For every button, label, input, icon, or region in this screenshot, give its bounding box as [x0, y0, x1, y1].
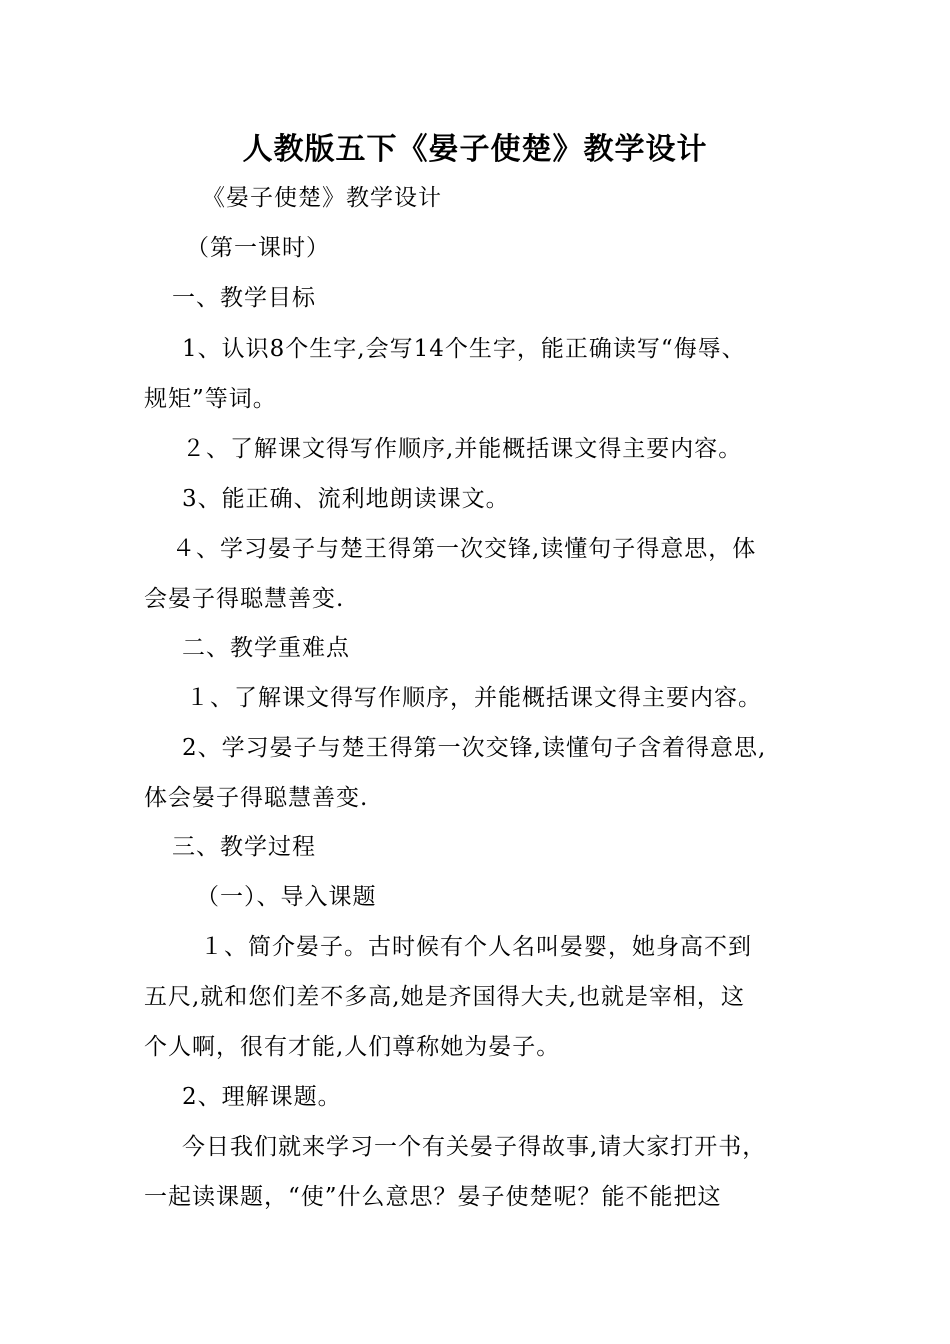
objective-1-line-1: 1、认识8个生字,会写14个生字，能正确读写“侮辱、 [182, 336, 746, 362]
objective-4-line-2: 会晏子得聪慧善变. [144, 586, 345, 612]
process-step-heading: （一）、导入课题 [196, 884, 377, 910]
key-point-2-line-2: 体会晏子得聪慧善变. [144, 785, 369, 811]
document-title: 人教版五下《晏子使楚》教学设计 [242, 132, 708, 167]
process-item-2: 2、理解课题。 [182, 1084, 342, 1110]
section-heading-key-points: 二、教学重难点 [182, 635, 350, 661]
key-point-2-line-1: 2、学习晏子与楚王得第一次交锋,读懂句子含着得意思, [182, 735, 767, 761]
paragraph-line-1: 今日我们就来学习一个有关晏子得故事,请大家打开书， [182, 1134, 767, 1160]
objective-1-line-2: 规矩”等词。 [144, 386, 277, 412]
objective-3: 3、能正确、流利地朗读课文。 [182, 486, 510, 512]
key-point-1: １、了解课文得写作顺序，并能概括课文得主要内容。 [186, 685, 762, 711]
lesson-period-line: （第一课时） [186, 235, 330, 261]
process-item-1-line-2: 五尺,就和您们差不多高,她是齐国得大夫,也就是宰相，这 [144, 984, 745, 1010]
section-heading-process: 三、教学过程 [172, 834, 316, 860]
objective-4-line-1: ４、学习晏子与楚王得第一次交锋,读懂句子得意思，体 [172, 536, 757, 562]
subtitle-line: 《晏子使楚》教学设计 [202, 185, 442, 211]
process-item-1-line-3: 个人啊，很有才能,人们尊称她为晏子。 [144, 1034, 561, 1060]
process-item-1-line-1: １、简介晏子。古时候有个人名叫晏婴，她身高不到 [200, 934, 752, 960]
section-heading-objectives: 一、教学目标 [172, 285, 316, 311]
paragraph-line-2: 一起读课题，“使”什么意思？晏子使楚呢？能不能把这 [144, 1184, 722, 1210]
objective-2: ２、了解课文得写作顺序,并能概括课文得主要内容。 [182, 436, 743, 462]
